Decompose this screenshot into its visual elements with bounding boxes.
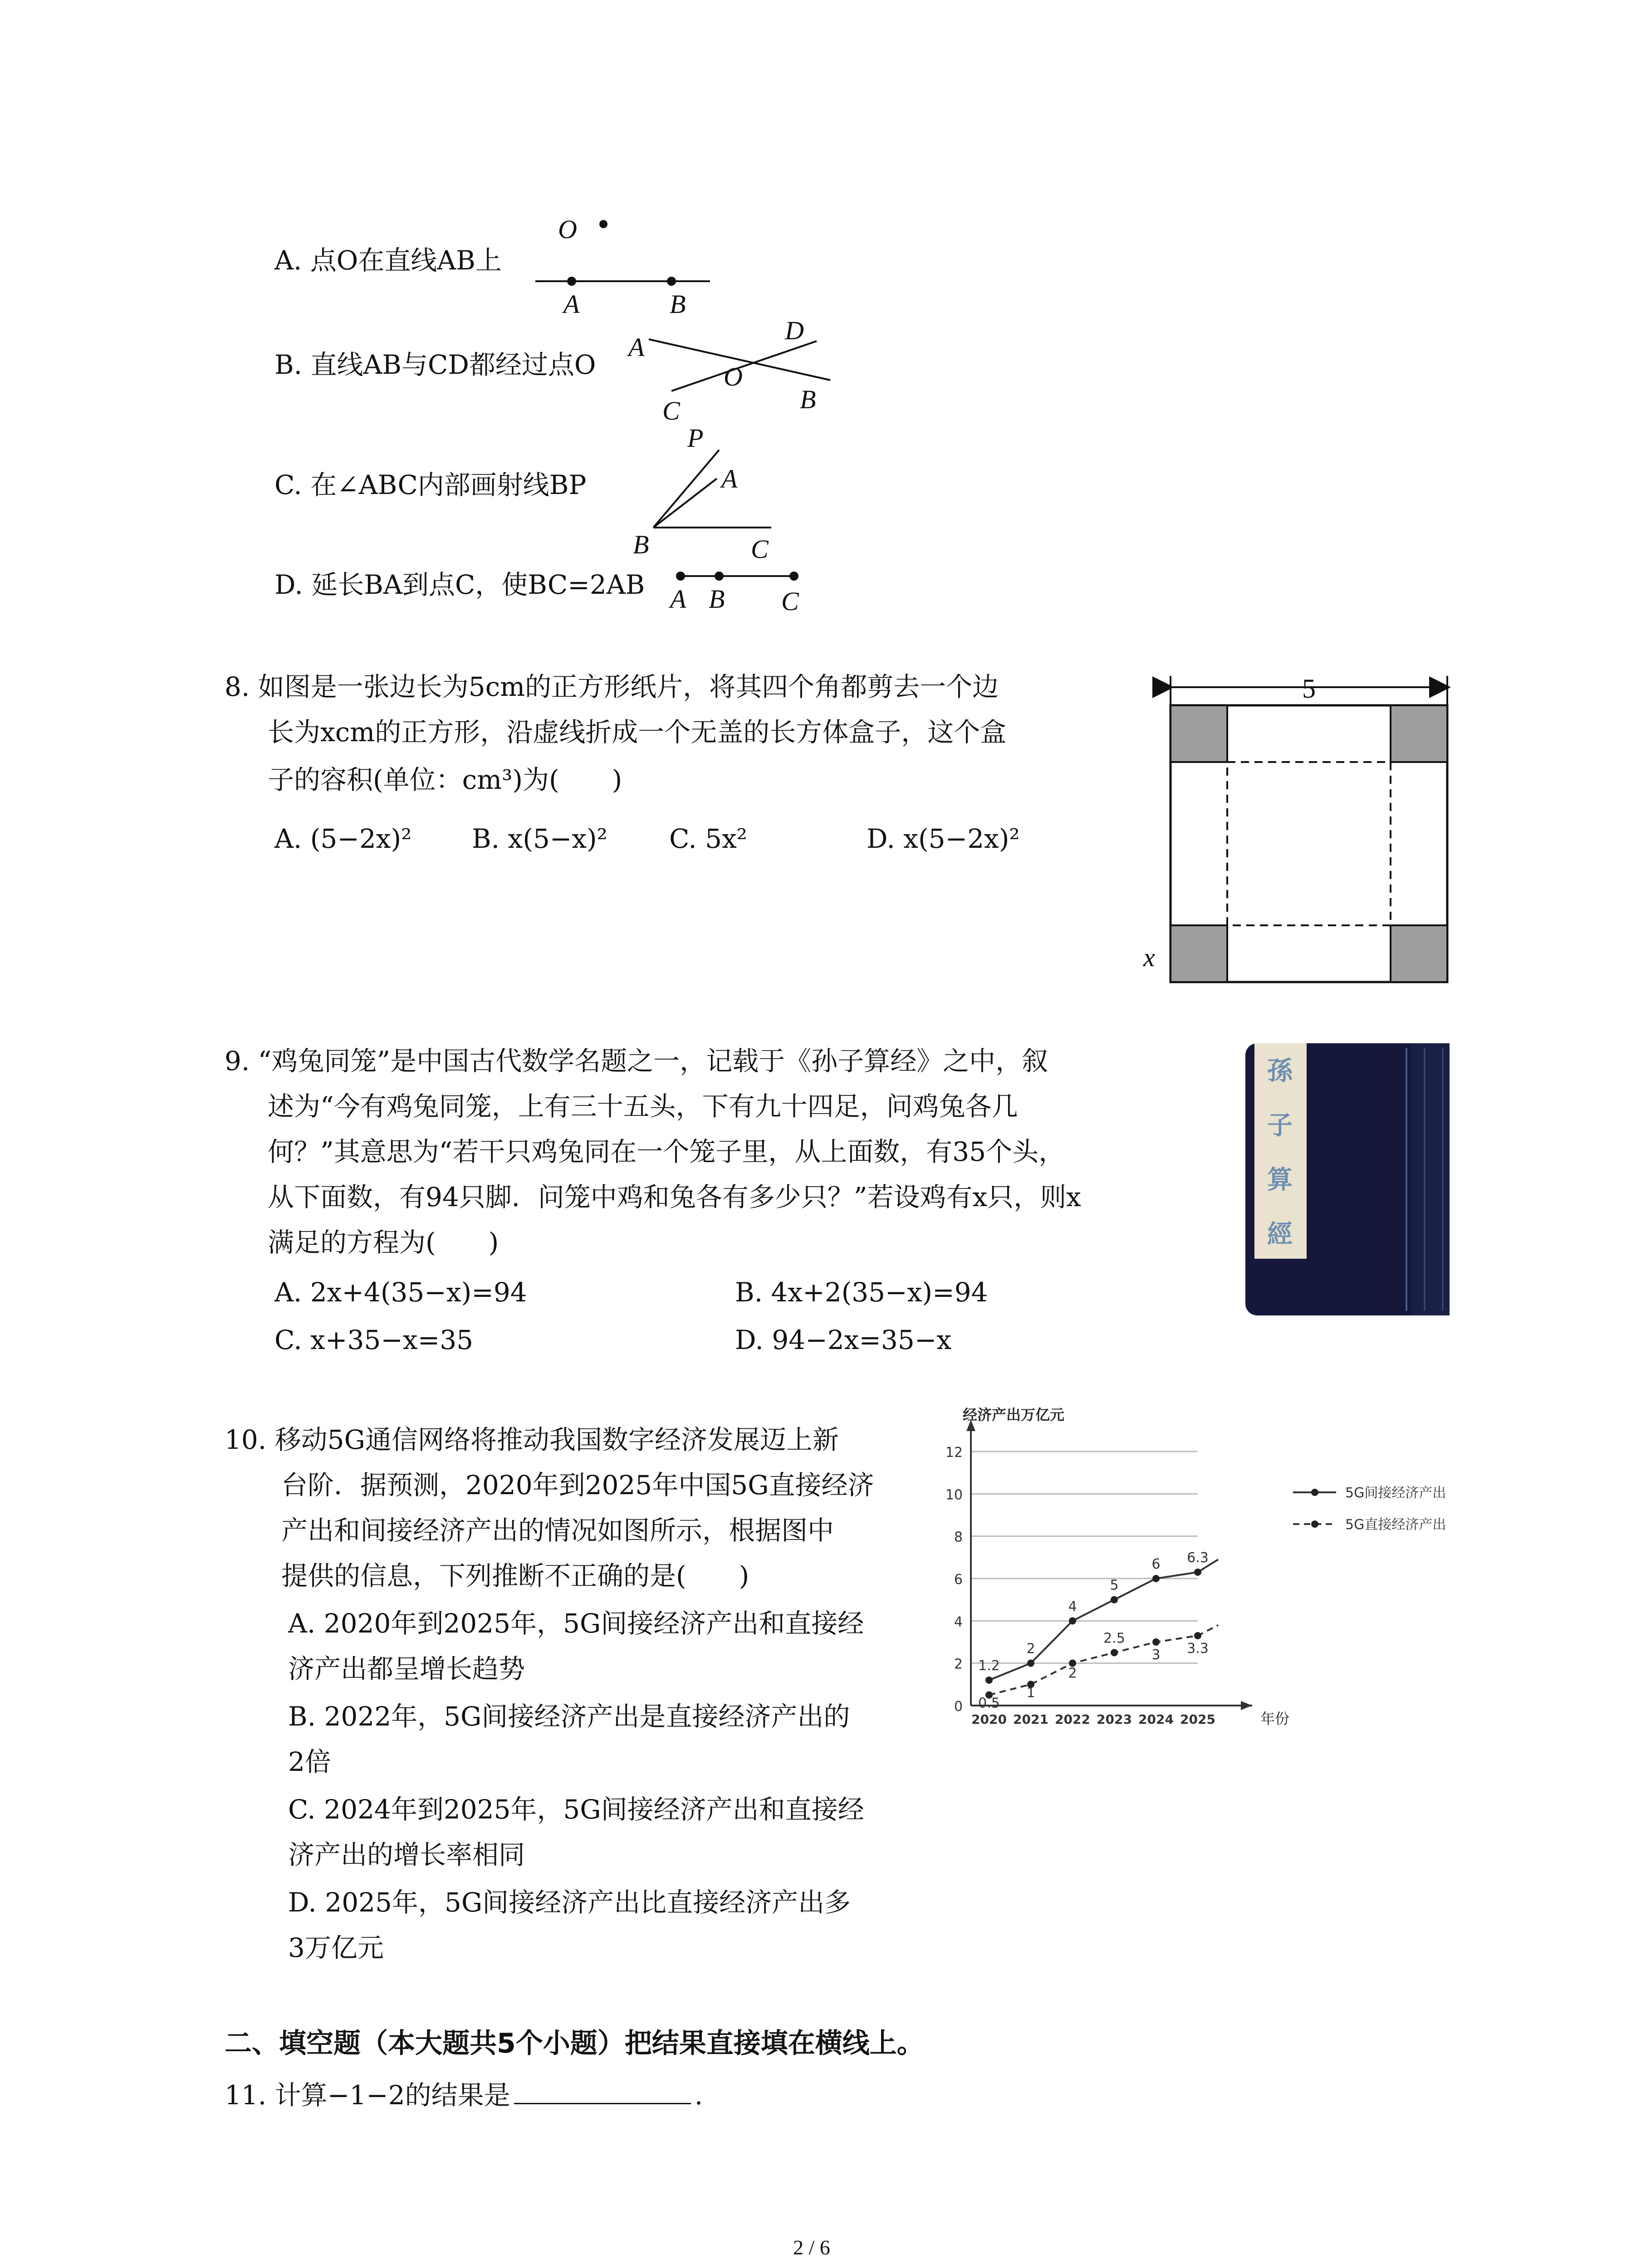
- series-1-data-label: 1.2: [978, 1658, 1000, 1674]
- x-tick-label: 2025: [1180, 1712, 1215, 1727]
- series-1-point: [985, 1677, 993, 1684]
- series-2-data-label: 3: [1151, 1647, 1161, 1663]
- y-tick-label: 8: [954, 1529, 963, 1545]
- legend-label-2: 5G直接经济产出: [1345, 1517, 1446, 1533]
- q10-option-c-2: 济产出的增长率相同: [288, 1839, 525, 1870]
- book-char-2: 子: [1267, 1110, 1293, 1140]
- q11-period: .: [694, 2080, 703, 2111]
- q8-option-c: C. 5x²: [669, 823, 748, 854]
- y-tick-label: 2: [954, 1656, 963, 1672]
- q9-book-image: [1245, 1043, 1450, 1315]
- q7-figure-b: [626, 313, 853, 431]
- legend-label-1: 5G间接经济产出: [1345, 1485, 1446, 1501]
- fig-b-label-o: O: [724, 362, 743, 391]
- q7-option-c: C. 在∠ABC内部画射线BP: [274, 469, 587, 500]
- q10-line-4: 提供的信息，下列推断不正确的是( ): [281, 1560, 749, 1591]
- q9-line-2: 述为“今有鸡兔同笼，上有三十五头，下有九十四足，问鸡兔各几: [268, 1091, 1018, 1122]
- q8-line-1: 8. 如图是一张边长为5cm的正方形纸片，将其四个角都剪去一个边: [225, 671, 999, 702]
- series-1-data-label: 6.3: [1187, 1550, 1209, 1566]
- series-1-point: [1069, 1617, 1076, 1624]
- q10-line-3: 产出和间接经济产出的情况如图所示，根据图中: [281, 1515, 834, 1546]
- fig-b-label-a: A: [628, 332, 645, 362]
- series-2-point: [1111, 1649, 1118, 1656]
- y-tick-label: 0: [954, 1699, 963, 1715]
- series-1-point: [1111, 1596, 1118, 1603]
- fig-a-label-b: B: [670, 289, 686, 319]
- x-tick-label: 2024: [1138, 1712, 1174, 1727]
- q10-option-d-2: 3万亿元: [288, 1932, 384, 1963]
- book-char-3: 算: [1267, 1165, 1293, 1195]
- series-line-1: [989, 1559, 1218, 1680]
- fig-b-label-d: D: [785, 316, 804, 345]
- q8-side-label: 5: [1302, 674, 1316, 704]
- y-axis-label: 经济产出万亿元: [963, 1406, 1065, 1423]
- series-1-data-label: 4: [1068, 1598, 1077, 1615]
- fig-a-label-a: A: [563, 289, 580, 319]
- book-char-1: 孫: [1267, 1056, 1293, 1086]
- q10-option-c-1: C. 2024年到2025年，5G间接经济产出和直接经: [288, 1794, 864, 1825]
- q10-line-2: 台阶．据预测，2020年到2025年中国5G直接经济: [281, 1470, 874, 1501]
- series-2-data-label: 3.3: [1187, 1641, 1209, 1657]
- series-2-point: [1194, 1632, 1201, 1639]
- y-tick-label: 6: [954, 1572, 963, 1588]
- fig-c-label-c: C: [751, 534, 769, 564]
- q9-line-5: 满足的方程为( ): [268, 1227, 499, 1258]
- x-tick-label: 2022: [1055, 1712, 1090, 1727]
- q7-option-b: B. 直线AB与CD都经过点O: [274, 349, 596, 380]
- q8-option-d: D. x(5−2x)²: [867, 823, 1020, 854]
- series-2-data-label: 1: [1026, 1685, 1035, 1701]
- y-tick-label: 10: [945, 1487, 963, 1503]
- x-tick-label: 2021: [1013, 1712, 1048, 1727]
- x-axis-arrow: [1241, 1701, 1252, 1710]
- q8-square-figure: [1134, 667, 1465, 998]
- fig-c-label-p: P: [687, 423, 704, 453]
- fig-c-label-b: B: [633, 530, 649, 559]
- book-char-4: 經: [1267, 1219, 1293, 1249]
- q8-line-3: 子的容积(单位：cm³)为( ): [268, 764, 622, 795]
- q9-option-c: C. x+35−x=35: [274, 1325, 474, 1355]
- q10-line-1: 10. 移动5G通信网络将推动我国数字经济发展迈上新: [225, 1424, 839, 1455]
- legend-marker-2: [1311, 1520, 1318, 1528]
- q7-figure-d: [662, 558, 812, 617]
- q8-x-label: x: [1143, 943, 1155, 972]
- series-1-point: [1152, 1575, 1160, 1582]
- fig-d-label-c: C: [781, 587, 799, 616]
- y-tick-label: 4: [954, 1614, 963, 1630]
- series-1-point: [1194, 1569, 1201, 1576]
- series-2-data-label: 2: [1068, 1665, 1077, 1681]
- legend-marker-1: [1311, 1489, 1318, 1496]
- q7-figure-c: [626, 422, 808, 567]
- q9-option-b: B. 4x+2(35−x)=94: [735, 1277, 988, 1308]
- series-2-data-label: 0.5: [978, 1695, 1000, 1711]
- series-2-data-label: 2.5: [1103, 1630, 1125, 1647]
- series-1-data-label: 5: [1110, 1577, 1119, 1593]
- fig-b-label-b: B: [800, 385, 816, 414]
- q8-line-2: 长为xcm的正方形，沿虚线折成一个无盖的长方体盒子，这个盒: [268, 717, 1007, 748]
- x-tick-label: 2020: [971, 1712, 1007, 1727]
- q7-option-a: A. 点O在直线AB上: [274, 245, 502, 276]
- q9-line-1: 9. “鸡兔同笼”是中国古代数学名题之一，记载于《孙子算经》之中，叙: [225, 1046, 1048, 1076]
- x-tick-label: 2023: [1097, 1712, 1132, 1727]
- q9-line-4: 从下面数，有94只脚．问笼中鸡和兔各有多少只？”若设鸡有x只，则x: [268, 1182, 1081, 1212]
- q8-option-b: B. x(5−x)²: [472, 823, 607, 854]
- series-1-data-label: 6: [1151, 1556, 1161, 1572]
- section-2-heading: 二、填空题（本大题共5个小题）把结果直接填在横线上。: [225, 2028, 924, 2059]
- q10-option-b-1: B. 2022年，5G间接经济产出是直接经济产出的: [288, 1701, 850, 1732]
- fig-b-label-c: C: [662, 396, 680, 425]
- q10-option-b-2: 2倍: [288, 1746, 331, 1777]
- q11-answer-blank[interactable]: [514, 2082, 691, 2104]
- fig-d-label-b: B: [709, 584, 725, 614]
- fig-c-label-a: A: [721, 464, 738, 494]
- fig-d-label-a: A: [670, 584, 686, 614]
- q11-text: 11. 计算−1−2的结果是: [225, 2080, 510, 2111]
- x-axis-label: 年份: [1260, 1710, 1290, 1727]
- fig-a-label-o: O: [558, 215, 577, 244]
- q10-option-d-1: D. 2025年，5G间接经济产出比直接经济产出多: [288, 1887, 851, 1918]
- series-1-point: [1027, 1660, 1034, 1667]
- q9-option-d: D. 94−2x=35−x: [735, 1325, 952, 1355]
- q11: [225, 2080, 703, 2111]
- y-tick-label: 12: [945, 1445, 963, 1461]
- page-number: 2 / 6: [793, 2236, 830, 2259]
- series-2-point: [1152, 1638, 1160, 1646]
- q10-line-chart: [935, 1406, 1506, 1742]
- q7-option-d: D. 延长BA到点C，使BC=2AB: [274, 569, 645, 600]
- q8-option-a: A. (5−2x)²: [274, 823, 412, 854]
- series-1-data-label: 2: [1026, 1641, 1035, 1657]
- q9-option-a: A. 2x+4(35−x)=94: [274, 1277, 527, 1308]
- q9-line-3: 何？”其意思为“若干只鸡兔同在一个笼子里，从上面数，有35个头，: [268, 1136, 1065, 1167]
- q10-option-a-1: A. 2020年到2025年，5G间接经济产出和直接经: [288, 1608, 864, 1639]
- q7-figure-a: [522, 204, 726, 322]
- q10-option-a-2: 济产出都呈增长趋势: [288, 1653, 525, 1684]
